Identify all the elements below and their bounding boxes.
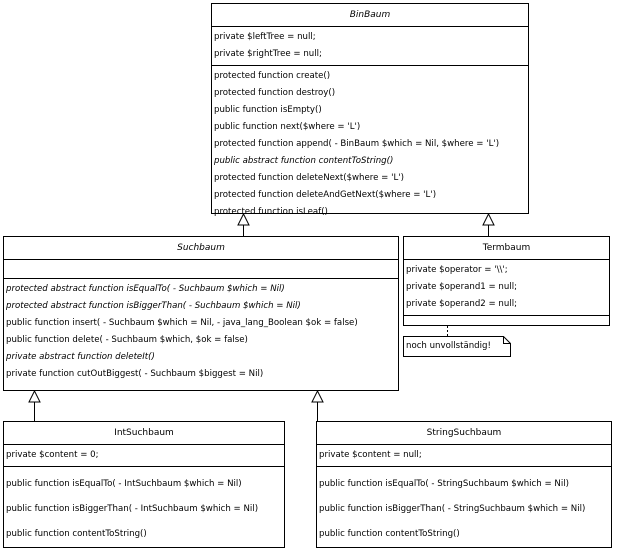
suchbaum-method: public function insert( - Suchbaum $which = Nil, - java_lang_Boolean $ok = false)	[6, 318, 358, 328]
suchbaum-methods	[4, 278, 398, 385]
suchbaum-method-abstract: private abstract function deleteIt()	[6, 352, 155, 362]
class-stringsuchbaum[interactable]	[316, 421, 612, 548]
stringsuchbaum-inherit-arrow	[312, 391, 323, 402]
intsuchbaum-methods	[4, 466, 284, 549]
intsuchbaum-inherit-arrow	[29, 391, 40, 402]
termbaum-attr: private $operand1 = null;	[406, 282, 517, 292]
suchbaum-method-abstract: protected abstract function isEqualTo( - Suchbaum $which = Nil)	[6, 284, 285, 294]
suchbaum-method: public function delete( - Suchbaum $which, $ok = false)	[6, 335, 248, 345]
termbaum-attr: private $operator = '\\';	[406, 265, 508, 275]
class-name-stringsuchbaum: StringSuchbaum	[426, 428, 502, 438]
binbaum-method: protected function create()	[214, 71, 331, 81]
intsuchbaum-attr: private $content = 0;	[6, 450, 99, 460]
class-name-intsuchbaum: IntSuchbaum	[114, 428, 174, 438]
binbaum-method: public function isEmpty()	[214, 105, 322, 115]
stringsuchbaum-methods	[317, 466, 611, 549]
intsuchbaum-attributes	[4, 444, 284, 466]
binbaum-attr: private $rightTree = null;	[214, 49, 322, 59]
note-text: noch unvollständig!	[406, 341, 491, 351]
class-binbaum[interactable]	[211, 3, 529, 217]
binbaum-method: protected function destroy()	[214, 88, 336, 98]
stringsuchbaum-attributes	[317, 444, 611, 466]
stringsuchbaum-method: public function contentToString()	[319, 529, 460, 539]
class-termbaum[interactable]	[403, 236, 610, 326]
intsuchbaum-method: public function isEqualTo( - IntSuchbaum $which = Nil)	[6, 479, 242, 489]
termbaum-attributes	[404, 259, 609, 315]
binbaum-attributes	[212, 26, 528, 65]
suchbaum-attributes	[4, 259, 398, 278]
suchbaum-method: private function cutOutBiggest( - Suchbaum $biggest = Nil)	[6, 369, 264, 379]
intsuchbaum-method: public function isBiggerThan( - IntSuchbaum $which = Nil)	[6, 504, 259, 514]
binbaum-method: protected function isLeaf()	[214, 207, 328, 217]
binbaum-method: protected function append( - BinBaum $which = Nil, $where = 'L')	[214, 139, 500, 149]
class-suchbaum[interactable]	[3, 236, 399, 391]
binbaum-methods	[212, 65, 528, 223]
binbaum-attr: private $leftTree = null;	[214, 32, 316, 42]
class-intsuchbaum[interactable]	[3, 421, 285, 548]
class-name-termbaum: Termbaum	[482, 243, 531, 253]
binbaum-method: protected function deleteAndGetNext($where = 'L')	[214, 190, 437, 200]
class-name-suchbaum: Suchbaum	[177, 243, 225, 253]
stringsuchbaum-method: public function isBiggerThan( - StringSuchbaum $which = Nil)	[319, 504, 586, 514]
binbaum-method-abstract: public abstract function contentToString()	[214, 156, 394, 166]
stringsuchbaum-method: public function isEqualTo( - StringSuchbaum $which = Nil)	[319, 479, 569, 489]
termbaum-methods	[404, 315, 609, 334]
intsuchbaum-method: public function contentToString()	[6, 529, 147, 539]
stringsuchbaum-attr: private $content = null;	[319, 450, 422, 460]
binbaum-method: public function next($where = 'L')	[214, 122, 361, 132]
binbaum-method: protected function deleteNext($where = 'L')	[214, 173, 404, 183]
class-name-binbaum: BinBaum	[349, 10, 391, 20]
suchbaum-method-abstract: protected abstract function isBiggerThan( - Suchbaum $which = Nil)	[6, 301, 301, 311]
termbaum-attr: private $operand2 = null;	[406, 299, 517, 309]
